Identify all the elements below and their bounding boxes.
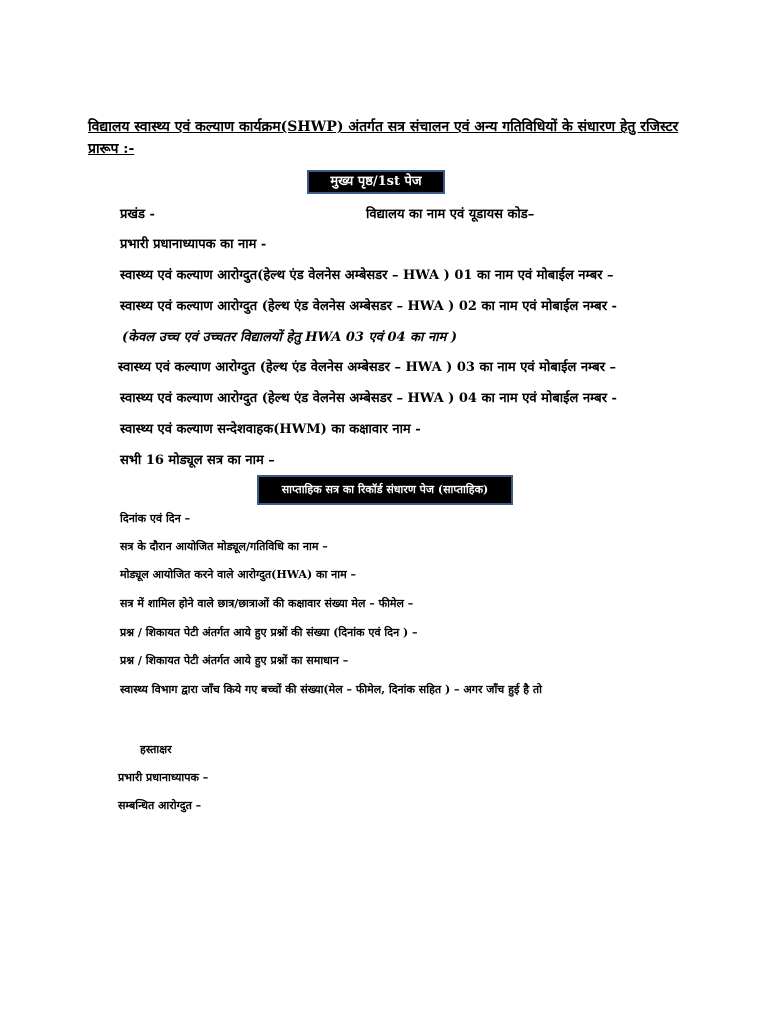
signature-heading: हस्ताक्षर xyxy=(140,743,172,756)
signature-arogyadut: सम्बन्धित आरोग्दुत – xyxy=(118,799,202,812)
modules-label: सभी 16 मोड्यूल सत्र का नाम – xyxy=(120,453,275,468)
school-name-label: विद्यालय का नाम एवं यूडायस कोड– xyxy=(366,207,535,222)
heading-line-2: प्रारूप :- xyxy=(88,141,135,157)
student-count-label: सत्र में शामिल होने वाले छात्र/छात्राओं की कक्षावार संख्या मेल – फीमेल – xyxy=(120,597,414,610)
date-day-label: दिनांक एवं दिन – xyxy=(120,512,191,525)
health-check-label: स्वास्थ्य विभाग द्वारा जाँच किये गए बच्चों की संख्या(मेल – फीमेल, दिनांक सहित ) – अगर जाँच हुई है तो xyxy=(120,683,542,696)
hwa-01-label: स्वास्थ्य एवं कल्याण आरोग्दुत(हेल्थ एंड वेलनेस अम्बेसडर – HWA ) 01 का नाम एवं मोबाईल नम्बर – xyxy=(120,268,614,283)
question-box-solution-label: प्रश्न / शिकायत पेटी अंतर्गत आये हुए प्रश्नों का समाधान – xyxy=(120,654,349,667)
prakhand-label: प्रखंड - xyxy=(120,207,155,222)
weekly-record-banner: साप्ताहिक सत्र का रिकॉर्ड संधारण पेज (साप्ताहिक) xyxy=(257,475,513,505)
hwm-label: स्वास्थ्य एवं कल्याण सन्देशवाहक(HWM) का कक्षावार नाम - xyxy=(120,422,421,437)
hwa-note: (केवल उच्च एवं उच्चतर विद्यालयों हेतु HWA 03 एवं 04 का नाम ) xyxy=(122,330,457,345)
conducting-hwa-label: मोड्यूल आयोजित करने वाले आरोग्दुत(HWA) का नाम – xyxy=(120,568,356,581)
question-box-count-label: प्रश्न / शिकायत पेटी अंतर्गत आये हुए प्रश्नों की संख्या (दिनांक एवं दिन ) – xyxy=(120,626,418,639)
headmaster-name-label: प्रभारी प्रधानाध्यापक का नाम - xyxy=(120,237,267,252)
hwa-04-label: स्वास्थ्य एवं कल्याण आरोग्दुत (हेल्थ एंड वेलनेस अम्बेसडर – HWA ) 04 का नाम एवं मोबाईल नम्बर - xyxy=(120,391,617,406)
main-page-banner: मुख्य पृष्ठ/1st पेज xyxy=(307,170,445,194)
signature-headmaster: प्रभारी प्रधानाध्यापक – xyxy=(118,771,209,784)
document-heading xyxy=(88,116,688,160)
module-activity-label: सत्र के दौरान आयोजित मोड्यूल/गतिविधि का नाम – xyxy=(120,540,328,553)
heading-line-1: विद्यालय स्वास्थ्य एवं कल्याण कार्यक्रम(SHWP) अंतर्गत सत्र संचालन एवं अन्य गतिविधियों के संधारण हेतु रजिस्टर xyxy=(88,119,679,135)
hwa-03-label: स्वास्थ्य एवं कल्याण आरोग्दुत (हेल्थ एंड वेलनेस अम्बेसडर – HWA ) 03 का नाम एवं मोबाईल नम्बर – xyxy=(118,360,617,375)
hwa-02-label: स्वास्थ्य एवं कल्याण आरोग्दुत (हेल्थ एंड वेलनेस अम्बेसडर – HWA ) 02 का नाम एवं मोबाईल नम्बर - xyxy=(120,299,617,314)
